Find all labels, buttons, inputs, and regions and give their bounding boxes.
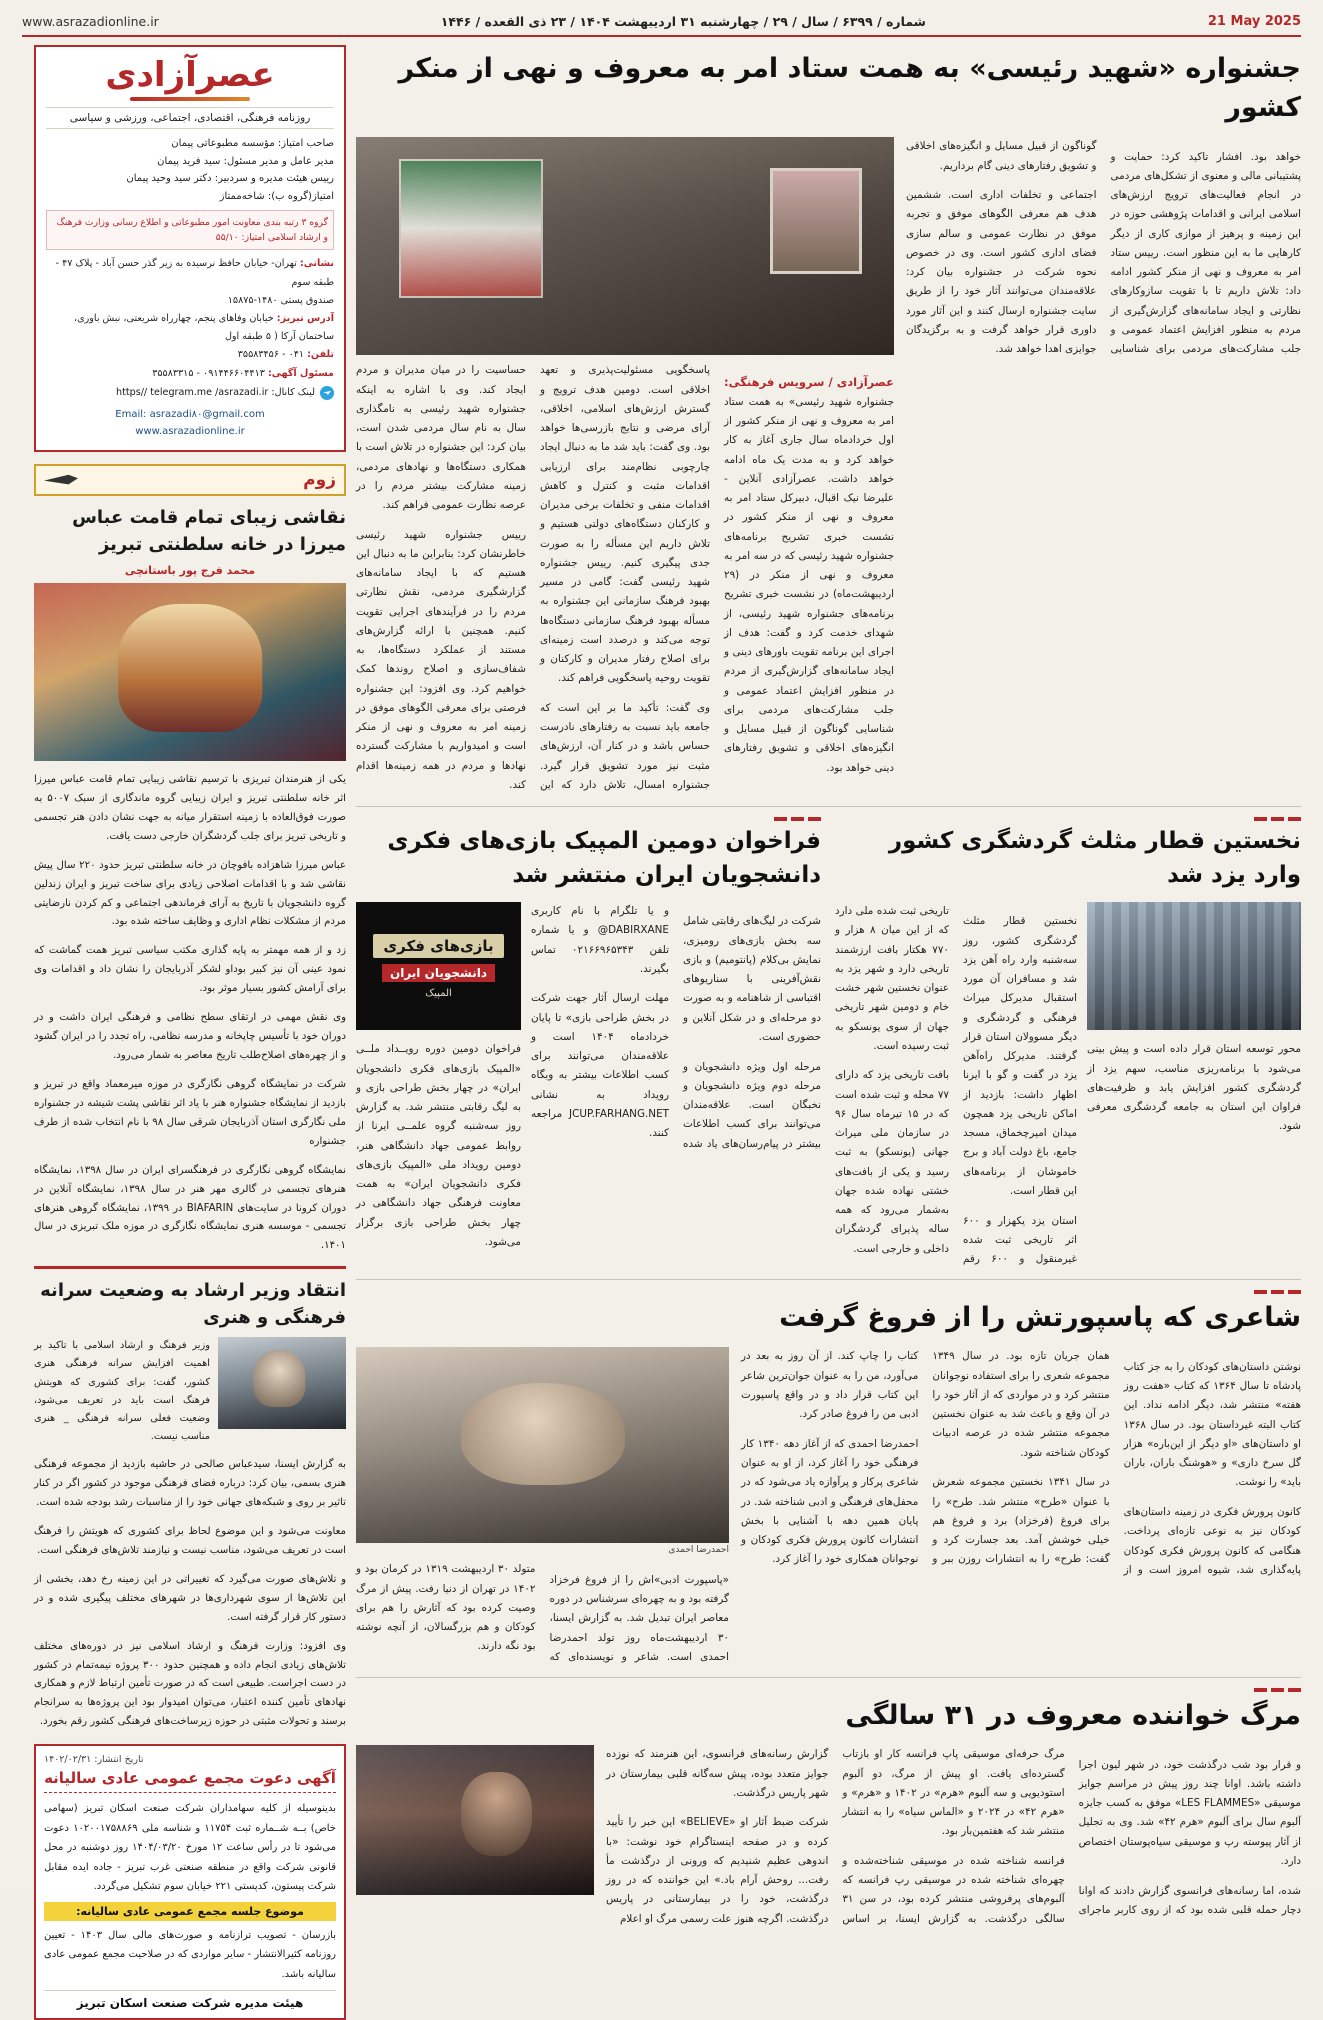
zoom-section-header <box>34 464 346 496</box>
sidebar <box>34 45 346 2020</box>
olympiad-paragraph: شرکت در لیگ‌های رقابتی شامل سه بخش بازی‌های رومیزی، نمایش بی‌کلام (پانتومیم) و بازی نقش‌آفرینی با سناریوهای اقتباسی از شاهنامه و به صورت دو مرحله‌ای و در شکل آنلاین و حضوری است. <box>683 915 821 1043</box>
yazd-paragraph: استان یزد یکهزار و ۶۰۰ اثر تاریخی ثبت شده غیرمنقول و ۶۰۰ رقم تاریخی ثبت شده ملی دارد که از این میان ۸ هزار و ۷۷۰ هکتار بافت ارزشمند تاریخی دارد و شهر یزد به عنوان نخستین شهر خشت خام و دومین شهر تاریخی جهان از سوی یونسکو به ثبت رسیده است. <box>835 905 1077 1266</box>
singer-paragraph: و قرار بود شب درگذشت خود، در شهر لیون اجرا داشته باشد. اوانا چند روز پیش در مراسم جوایز موسیقی «LES FLAMMES» موفق به کسب جایزه آلبوم سال برای آلبوم «هرم ۴۲» شد. وی به تجلیل از آثار پیوسته رپ و موسیقی سیاه‌پوستان اختصاص دارد. <box>1078 1758 1301 1867</box>
assembly-advertisement <box>34 1744 346 2020</box>
poet-paragraph: نوشتن داستان‌های کودکان را به جز کتاب پادشاه تا سال ۱۳۶۴ که کتاب «هفت روز هفته» منتشر شد، دیگر ادامه نداد. این کتاب البته غیرداستان بود. در سال ۱۳۶۸ او داستان‌های «او دیگر از این‌باره» هزار گل سرخ داری» و «هوشنگ باران، باران باید» را نوشت. <box>1123 1360 1302 1489</box>
nameplate-ceo: مدیر عامل و مدیر مسئول: سید فرید پیمان <box>157 155 334 167</box>
divider <box>34 1266 346 1269</box>
ad-publish-date: تاریخ انتشار: ۱۴۰۲/۰۲/۳۱ <box>44 1754 144 1766</box>
minister-paragraph: به گزارش ایسنا، سیدعباس صالحی در حاشیه بازدید از مجموعه فرهنگی هنری بسمی، بیان کرد: درباره فضای فرهنگی موجود در کشور اگر در کنار تاثیر بر روی و شبکه‌های جهانی خود را از مناسبات رشد بودجه شده است. <box>34 1459 346 1508</box>
poster-line-1: بازی‌های فکری <box>373 934 503 958</box>
lead-paragraph: خواهد بود. افشار تاکید کرد: حمایت و پشتیبانی مالی و معنوی از تشکل‌های مردمی در انجام فعالیت‌های ترویج ارزش‌های اسلامی ایرانی و اقدامات پژوهشی حوزه در این زمینه و پرهیز از موازی کاری از دیگر کارهایی ما به این منظور است. رییس ستاد امر به معروف و نهی از منکر کشور ادامه داد: تلاش داریم تا با تقویت سازوکارهای نظارتی و ایجاد سامانه‌های گزارش‌گیری از مردم به منظور افزایش اعتماد عمومی و جلب مشارکت‌های مردمی برای شناسایی گوناگون از قبیل مسایل و انگیزه‌های اخلاقی و تشویق رفتارهای دینی گام برداریم. <box>906 140 1301 356</box>
poet-paragraph: احمدرضا احمدی که از آغاز دهه ۱۳۴۰ کار فرهنگی خود را آغاز کرد، از او به عنوان شاعری پرکار و پرآوازه یاد می‌شود که در محفل‌های فرهنگی و ادبی شناخته شد. در پایان همین دهه با آشنایی با بخش انتشارات کانون پرورش فکری کودکان و نوجوانان همکاری خود را آغاز کرد. <box>741 1437 919 1566</box>
zoom-title: نقاشی زیبای تمام قامت عباس میرزا در خانه سلطنتی تبریز <box>72 506 346 555</box>
page-header <box>22 14 1301 37</box>
section-dots <box>356 1290 1301 1294</box>
article-singer <box>356 1688 1301 1929</box>
zoom-article <box>34 504 346 1256</box>
logo-swoosh-icon <box>130 97 250 101</box>
gregorian-date: 21 May 2025 <box>1207 14 1301 29</box>
lead-paragraph: اجتماعی و تخلفات اداری است. ششمین هدف هم معرفی الگوهای موفق و تجربه موفق در نظارت عمومی و سالم سازی فضای اداری کشور است. وی در خصوص نحوه شرکت در جشنواره بیان کرد: علاقه‌مندان می‌توانند آثار خود را از طریق سایت جشنواره ارسال کنند و این آثار مورد داوری قرار خواهد گرفت و به برگزیدگان جوایزی اهدا خواهد شد. <box>906 189 1097 356</box>
yazd-photo <box>1087 902 1301 1030</box>
email-address[interactable]: Email: asrazadi۸۰@gmail.com <box>115 408 265 420</box>
zoom-byline: محمد فرج پور باستانچی <box>124 563 256 577</box>
ads-value: ۰۹۱۴۴۶۶۰۴۴۱۳ - ۳۵۵۸۳۳۱۵ <box>152 367 265 379</box>
poet-headline: شاعری که پاسپورتش را از فروغ گرفت <box>779 1302 1301 1334</box>
address-label-tehran: نشانی: <box>299 258 334 270</box>
lead-headline: جشنواره «شهید رئیسی» به همت ستاد امر به معروف و نهی از منکر کشور <box>398 53 1301 124</box>
minister-title: انتقاد وزیر ارشاد به وضعیت سرانه فرهنگی و هنری <box>40 1280 346 1329</box>
address-building: ساختمان آرکا ( ۵ طبقه اول <box>224 331 334 343</box>
lead-paragraph: پاسخگویی مسئولیت‌پذیری و تعهد اخلاقی است. دومین هدف ترویج و گسترش ارزش‌های اسلامی، اخلاقی، آرای مرضی و نتایج بازرسی‌ها خواهد بود. وی گفت: باید شد ما به دنبال ایجاد چارچوبی نظام‌مند برای ارزیابی اقدامات مثبت و کنترل و کاهش اقدامات منفی و تخلفات برخی مدیران و کارکنان دستگاه‌های دولتی هستیم و تلاش داریم این مسأله را به صورت جدی پیگیری کنیم. رییس جشنواره شهید رئیسی گفت: گامی در مسیر بهبود فرهنگ سازمانی این جشنواره به مسأله بهبود فرهنگ سازمانی دستگاه‌ها توجه می‌کند و درصدد است زمینه‌ای برای اصلاح رفتار مدیران و کارکنان و تقویت روحیه پاسخگویی فراهم کند. <box>540 364 710 685</box>
address-value-tabriz: خیابان وفاهای پنجم، چهارراه شریعتی، نبش باوری، <box>74 313 274 324</box>
lead-photo <box>356 137 894 355</box>
article-yazd <box>835 817 1301 1269</box>
zoom-paragraph: یکی از هنرمندان تبریزی با ترسیم نقاشی زیبایی تمام قامت عباس میرزا اثر خانه سلطنتی تبریز و ایران زیبایی گروه ماندگاری از سبک ۵۰۰۷ به صورت فوق‌العاده با زمینه استقرار میانه به جهت نشان دادن هنر تجسمی و تاریخی تبریز برای جلب گردشگران خارجی دست یافت. <box>34 774 346 842</box>
poet-paragraph: در سال ۱۳۴۱ نخستین مجموعه شعرش با عنوان «طرح» منتشر شد. طرح» را برای فروغ (فرخزاد) برد و فروغ هم خیلی خوشش آمد. بعد جسارت کرد و گفت: طرح» را به انتشارات روزن ببر و کتاب را چاپ کند. از آن روز به بعد در می‌آورد، من را به عنوان جوان‌ترین شاعر این کتاب قرار داد و در واقع پاسپورت ادبی من را فروغ صادر کرد. <box>741 1350 1110 1566</box>
olympiad-paragraph: مرحله اول ویژه دانشجویان و مرحله دوم ویژه دانشجویان و نخبگان است. علاقه‌مندان می‌توانند برای کسب اطلاعات بیشتر در پیام‌رسان‌های یاد شده و یا تلگرام با نام کاربری DABIRXANE@ و یا شماره تلفن ۰۲۱۶۶۹۶۵۳۴۳ تماس بگیرند. <box>531 905 821 1150</box>
issue-line: شماره / ۶۳۹۹ / سال / ۲۹ / چهارشنبه ۳۱ اردیبهشت ۱۴۰۴ / ۲۳ ذی القعده / ۱۴۴۶ <box>440 14 926 29</box>
singer-headline: مرگ خواننده معروف در ۳۱ سالگی <box>845 1700 1301 1732</box>
zoom-paragraph: وی نقش مهمی در ارتقای سطح نظامی و فرهنگی ایران داشت و در دوران خود با تأسیس چاپخانه و مدرسه نظامی، راه تجدد را در ایران گشود و از چهره‌های اصلاح‌طلب تاریخ معاصر به شمار می‌رود. <box>34 1012 346 1061</box>
ad-agenda-title: موضوع جلسه مجمع عمومی عادی سالیانه: <box>44 1902 336 1921</box>
nameplate <box>34 45 346 452</box>
telegram-text: لینک کانال: https// telegram.me /asrazadi.ir <box>116 387 315 399</box>
lead-text-right <box>356 361 894 796</box>
website-url[interactable]: www.asrazadionline.ir <box>22 14 159 29</box>
lead-article <box>356 49 1301 796</box>
nameplate-editor: رییس هیئت مدیره و سردبیر: دکتر سید وحید پیمان <box>126 173 334 184</box>
ad-signature: هیئت مدیره شرکت صنعت اسکان تبریز <box>44 1990 336 2010</box>
singer-paragraph: فرانسه شناخته شده در موسیقی شناخته‌شده و چهره‌ای شناخته شده در موسیقی رپ فرانسه که آلبوم‌های پرفروشی منتشر کرده بود، در سن ۳۱ سالگی درگذشت. به گزارش ایسنا، بر اساس گزارش رسانه‌های فرانسوی، این هنرمند که نوزده جوایز متعدد بوده، پیش سه‌گانه قلبی بیمارستان در شهر پاریس درگذشت. <box>606 1748 1065 1925</box>
poet-photo <box>356 1347 729 1543</box>
phone-value: ۰۴۱ - ۳۵۵۸۳۴۵۶ <box>237 349 305 361</box>
yazd-paragraph: محور توسعه استان قرار داده است و پیش بینی می‌شود با برنامه‌ریزی مناسب، سهم یزد از گردشگری کشور افزایش یابد و ظرفیت‌های فراوان این استان به جامعه گردشگری معرفی شود. <box>1087 1043 1301 1133</box>
lead-paragraph: وی گفت: تأکید ما بر این است که جامعه باید نسبت به رفتارهای نادرست حساس باشد و در کنار آن، ارزش‌های مثبت نیز مورد تشویق قرار گیرد. جشنواره امسال، تلاش دارد که این حساسیت را در میان مدیران و مردم ایجاد کند. وی با اشاره به اینکه جشنواره شهید رئیسی به نامگذاری سال به نام سال مردمی شدن است، بیان کرد: این جشنواره در تلاش است با همکاری دستگاه‌ها و نهادهای مردمی، زمینه مشارکت بیشتر مردم را در عرصه نظارت عمومی فراهم کند. <box>356 364 710 791</box>
yazd-paragraph: نخستین قطار مثلث گردشگری کشور، روز سه‌شنبه وارد راه آهن یزد شد و مسافران آن مورد استقبال مدیرکل میراث فرهنگی و گردشگری و دیگر مسوولان استان قرار گرفتند. مدیرکل راه‌آهن یزد در گفت و گو با ایرنا اظهار داشت: بازدید از اماکن تاریخی یزد همچون میدان امیرچخماق، مسجد جامع، باغ دولت آباد و برج خاموشان از برنامه‌های این قطار است. <box>963 915 1077 1197</box>
logo-text: عصرآزادی <box>105 55 275 95</box>
zoom-paragraph: شرکت در نمایشگاه گروهی نگارگری در موزه میرمعماد واقع در تبریز و بازدید از نمایشگاه جشنواره هنر با یاد اثر نقاشی پشت شیشه در جشنواره ملی نگارگری استان آذربایجان شرقی سال ۹۸ با نام انتخاب شده از طرف جشنواره <box>34 1079 346 1147</box>
section-dots <box>356 817 821 821</box>
minister-lead: وزیر فرهنگ و ارشاد اسلامی با تاکید بر اهمیت افزایش سرانه فرهنگی هنری کشور، گفت: برای کشوری که هویتش فرهنگ است باید در تعریف می‌شود، وضعیت فعلی سرانه فرهنگی _ هنری مناسب نیست. <box>34 1340 210 1442</box>
ad-title: آگهی دعوت مجمع عمومی عادی سالیانه <box>44 1769 336 1793</box>
lead-kicker: عصرآزادی / سرویس فرهنگی: <box>724 374 894 389</box>
singer-photo <box>356 1745 594 1895</box>
nameplate-subtitle: روزنامه فرهنگی، اقتصادی، اجتماعی، ورزشی و سیاسی <box>46 107 334 129</box>
address-value-tehran: تهران- خیابان حافظ نرسیده به زیر گذر حسن آباد - پلاک ۴۷ - طبقه سوم <box>55 258 334 288</box>
olympiad-headline: فراخوان دومین المپیک بازی‌های فکری دانشجویان ایران منتشر شد <box>387 828 821 888</box>
telegram-icon <box>320 386 334 400</box>
zoom-photo <box>34 583 346 761</box>
nameplate-owner: صاحب امتیاز: مؤسسه مطبوعاتی پیمان <box>171 138 334 149</box>
telegram-link[interactable] <box>46 386 334 400</box>
poster-line-3: المپیک <box>425 987 452 999</box>
nameplate-addresses <box>46 255 334 383</box>
section-dots <box>356 1688 1301 1692</box>
minister-article <box>34 1277 346 1732</box>
lead-text-left <box>906 137 1301 796</box>
logo[interactable] <box>46 55 334 101</box>
nameplate-note: گروه ۳ رتبه بندی معاونت امور مطبوعاتی و اطلاع رسانی وزارت فرهنگ و ارشاد اسلامی امتیاز: ۵۵/۱۰ <box>46 210 334 250</box>
olympiad-paragraph: فراخوان دومین دوره رویــداد ملــی «المپیک بازی‌های فکری دانشجویان ایران» در چهار بخش طراحی بازی و به لیگ رقابتی منتشر شد. به گزارش روز سه‌شنبه گروه علمــی ایرنا از روابط عمومی جهاد دانشگاهی هنر، دومین رویداد ملی «المپیک بازی‌های فکری دانشجویان ایران» به همت معاونت فرهنگی جهاد دانشگاهی در چهار بخش طراحی بازی برگزار می‌شود. <box>356 1043 521 1248</box>
nameplate-rank: امتیاز(گروه ب): شاخه‌ممتاز <box>219 190 334 202</box>
singer-paragraph: شرکت ضبط آثار او «BELIEVE» این خبر را تأیید کرده و در صفحه اینستاگرام خود نوشت: «با اندوهی عظیم شنیدیم که ورونی از درگذشت مأ رفت... روحش آرام باد.» این خواننده که در روز درگذشت، خود را در بیمارستانی در پاریس درگذشت. اگرچه هنوز علت رسمی مرگ او اعلام <box>606 1816 829 1925</box>
poet-paragraph: «پاسپورت ادبی»اش را از فروغ فرخزاد گرفته بود و به چهره‌ای سرشناس در دوره معاصر ایران تبدیل شد. به گزارش ایسنا، ۳۰ اردیبهشت‌ماه روز تولد احمدرضا احمدی است. شاعر و نویسنده‌ای که متولد ۳۰ اردیبهشت ۱۳۱۹ در کرمان بود و ۱۴۰۲ در تهران از دنیا رفت. پیش از مرگ وصیت کرده بود که آثارش را هم برای کودکان و هم بزرگسالان، از آنچه نوشته بود نگه دارند. <box>356 1563 729 1663</box>
singer-paragraph: شده، اما رسانه‌های فرانسوی گزارش دادند که اوانا دچار حمله قلبی شده بود که از روی کاربر ماجرای مرگ حرفه‌ای موسیقی پاپ فرانسه کار او بازتاب گسترده‌ای یافت. او پیش از مرگ، دو آلبوم استودیویی و سه آلبوم «هرم» در ۱۴۰۲ و «هرم» و «هرم ۴۲» در ۲۰۲۴ و «الماس سیاه» را به انتشار منتشر شد که هفتمین‌بار بود. <box>842 1748 1301 1916</box>
website-address[interactable]: www.asrazadionline.ir <box>135 425 245 437</box>
zoom-body <box>34 771 346 1256</box>
minister-paragraph: وی افزود: وزارت فرهنگ و ارشاد اسلامی نیز در دوره‌های مختلف تلاش‌های زیادی انجام داده و همچنین حدود ۳۰۰ پروژه نیمه‌تمام در کشور در دست اجراست. طبیعی است که در صورت تأمین ارتباط لازم و همکاری نهادهای تأمین کننده اعتبار، می‌توان امیدوار بود این پروژه‌ها به سرانجام برسند و تحولات مثبتی در حوزه زیرساخت‌های فرهنگی کشور رقم بخورد. <box>34 1640 347 1728</box>
article-olympiad <box>356 817 821 1269</box>
zoom-paragraph: زد و از همه مهمتر به پایه گذاری مکتب سیاسی تبریز همت گماشت که نمود عینی آن نیز کبیر بوداو لشکر آذربایجان را نشان داد و اقدامات وی برای آرامش کشور بسیار موثر بود. <box>34 945 346 995</box>
poster-line-2: دانشجویان ایران <box>382 964 495 982</box>
zoom-paragraph: نمایشگاه گروهی نگارگری در فرهنگسرای ایران در سال ۱۳۹۸، نمایشگاه هنرهای تجسمی در گالری مهر هنر در سال ۱۳۹۸، نمایشگاه آنلاین در دوران کرونا در سایت‌های BIAFARIN در ۱۳۹۹، نمایشگاه گروهی هنرهای تجسمی - موسسه هنری نمایشگاه نگارگری در موزه ملک تبریزی در سال ۱۴۰۱. <box>34 1164 347 1252</box>
poet-photo-caption: احمدرضا احمدی <box>668 1545 729 1556</box>
main-content <box>356 45 1301 2020</box>
minister-photo <box>218 1337 346 1429</box>
minister-paragraph: معاونت می‌شود و این موضوع لحاظ برای کشوری که هویتش را فرهنگ است در تعریف می‌شود، مناسب نیست و نیازمند تلاش‌های فرهنگی است. <box>34 1525 346 1556</box>
section-dots <box>835 817 1301 821</box>
minister-paragraph: و تلاش‌های صورت می‌گیرد که تغییراتی در این زمینه رخ دهد، بخشی از این تلاش‌ها از سوی شهرداری‌ها در شهرهای مختلف پیگیری شده و در دستور کار قرار گرفته است. <box>34 1573 346 1623</box>
address-pobox: صندوق پستی ۱۴۸۰-۱۵۸۷۵ <box>227 294 334 306</box>
pen-icon <box>44 472 78 488</box>
poet-paragraph: کانون پرورش فکری در زمینه داستان‌های کودکان نیز به نوعی تازه‌ای پرداخت. هنگامی که کانون پرورش فکری کودکان پایه‌گذاری شد، شیوه امروز است و از همان جریان تازه بود. در سال ۱۳۴۹ مجموعه شعری را برای استفاده نوجوانان منتشر کرد و در مواردی که از آثار خود را در آن وقع و باعث شد به عنوان نخستین مجموعه منتشر شده در عرصه ادبیات کودکان شناخته شود. <box>932 1350 1301 1576</box>
address-label-tabriz: آدرس تبریز: <box>276 313 334 324</box>
ads-label: مسئول آگهی: <box>267 367 334 379</box>
phone-label: تلفن: <box>307 349 334 361</box>
zoom-paragraph: عباس میرزا شاهزاده بافوچان در خانه سلطنتی تبریز حدود ۲۲۰ سال پیش نقاشی شد و با اقدامات اصلاحی زیادی برای ساخت تبریز و ایران زندلین گروه دانشجویان با تاریخ به آرای فرماندهی اجتماعی و کم کردن نارضایتی مردم از مشکلات نظام اداری و وظایف ساخته شده بود. <box>34 859 346 928</box>
ad-agenda-text: بازرسان - تصویب ترازنامه و صورت‌های مالی سال ۱۴۰۳ - تعیین روزنامه کثیرالانتشار - سایر مواردی که در صلاحیت مجمع عمومی عادی سالیانه باشد. <box>44 1929 336 1980</box>
article-poet <box>356 1290 1301 1667</box>
lead-paragraph: جشنواره شهید رئیسی» به همت ستاد امر به معروف و نهی از منکر کشور از اول خردادماه سال جاری آغاز به کار خواهد کرد و به مدت یک ماه ادامه خواهد داشت. عصرآزادی آنلاین - علیرضا نیک اقبال، دبیرکل ستاد امر به معروف و نهی از منکر کشور در نشست خبری تشریح برنامه‌های جشنواره شهید رئیسی که در سه امر به معروف و نهی از منکر در (۲۹ اردیبهشت‌ماه) در نشست خبری تشریح برنامه‌های جشنواره شهید رئیسی، از شهدای خدمت کرد و گفت: هدف از اجرای این برنامه تقویت باورهای دینی و ایجاد سامانه‌های گزارش‌گیری از مردم در منظور افزایش اعتماد عمومی و جلب مشارکت‌های مردمی برای شناسایی گوناگون از قبیل مسایل و انگیزه‌های اخلاقی و تشویق رفتارهای دینی خواهد بود. <box>724 395 894 774</box>
ad-company-text: بدینوسیله از کلیه سهامداران شرکت صنعت اسکان تبریز (سهامی خاص) بــه شــماره ثبت ۱۱۷۵۴ و شناسه ملی ۱۰۲۰۰۱۷۵۸۸۶۹ دعوت می‌شود تا در رأس ساعت ۱۲ مورخ ۱۴۰۴/۰۳/۲۰ روز دوشنبه در محل قانونی شرکت واقع در منطقه صنعتی غرب تبریز - جاده ایده مقابل شرکت پیستون، کدپستی ۲۲۱ خیابان سوم تشکیل می‌گردد. <box>44 1803 336 1893</box>
lead-paragraph: رییس جشنواره شهید رئیسی خاطرنشان کرد: بنابراین ما به دنبال این هستیم که با ایجاد سامانه‌های گزارشگیری مردمی، نقش نظارتی مردم را در فرآیندهای اجرایی تقویت کنیم. همچنین با ارائه گزارش‌های مستند از عملکرد دستگاه‌ها، به شفاف‌سازی و اصلاح روندها کمک خواهیم کرد. وی افزود: این جشنواره فرصتی برای معرفی الگوهای موفق در زمینه امر به معروف و نهی از منکر است و امیدواریم با مشارکت گسترده نهادها و مردم در همه زمینه‌ها اقدام کند. <box>356 528 526 791</box>
zoom-section-label: زوم <box>303 469 336 490</box>
olympiad-paragraph: مهلت ارسال آثار جهت شرکت در بخش طراحی بازی» تا پایان خردادماه ۱۴۰۴ است و علاقه‌مندان می‌توانند برای کسب اطلاعات بیشتر به وبگاه رویداد به نشانی JCUP.FARHANG.NET مراجعه کنند. <box>531 992 669 1140</box>
olympiad-poster <box>356 902 521 1030</box>
yazd-headline: نخستین قطار مثلث گردشگری کشور وارد یزد شد <box>888 828 1301 888</box>
yazd-paragraph: بافت تاریخی یزد که دارای ۷۷ محله و ثبت شده است که در ۱۵ تیرماه سال ۹۶ در سازمان ملی میراث جهانی (یونسکو) به ثبت رسید و یکی از بافت‌های خشتی نهاده شده جهان به‌شمار می‌رود که همه ساله پذیرای گردشگران داخلی و خارجی است. <box>835 1069 949 1255</box>
